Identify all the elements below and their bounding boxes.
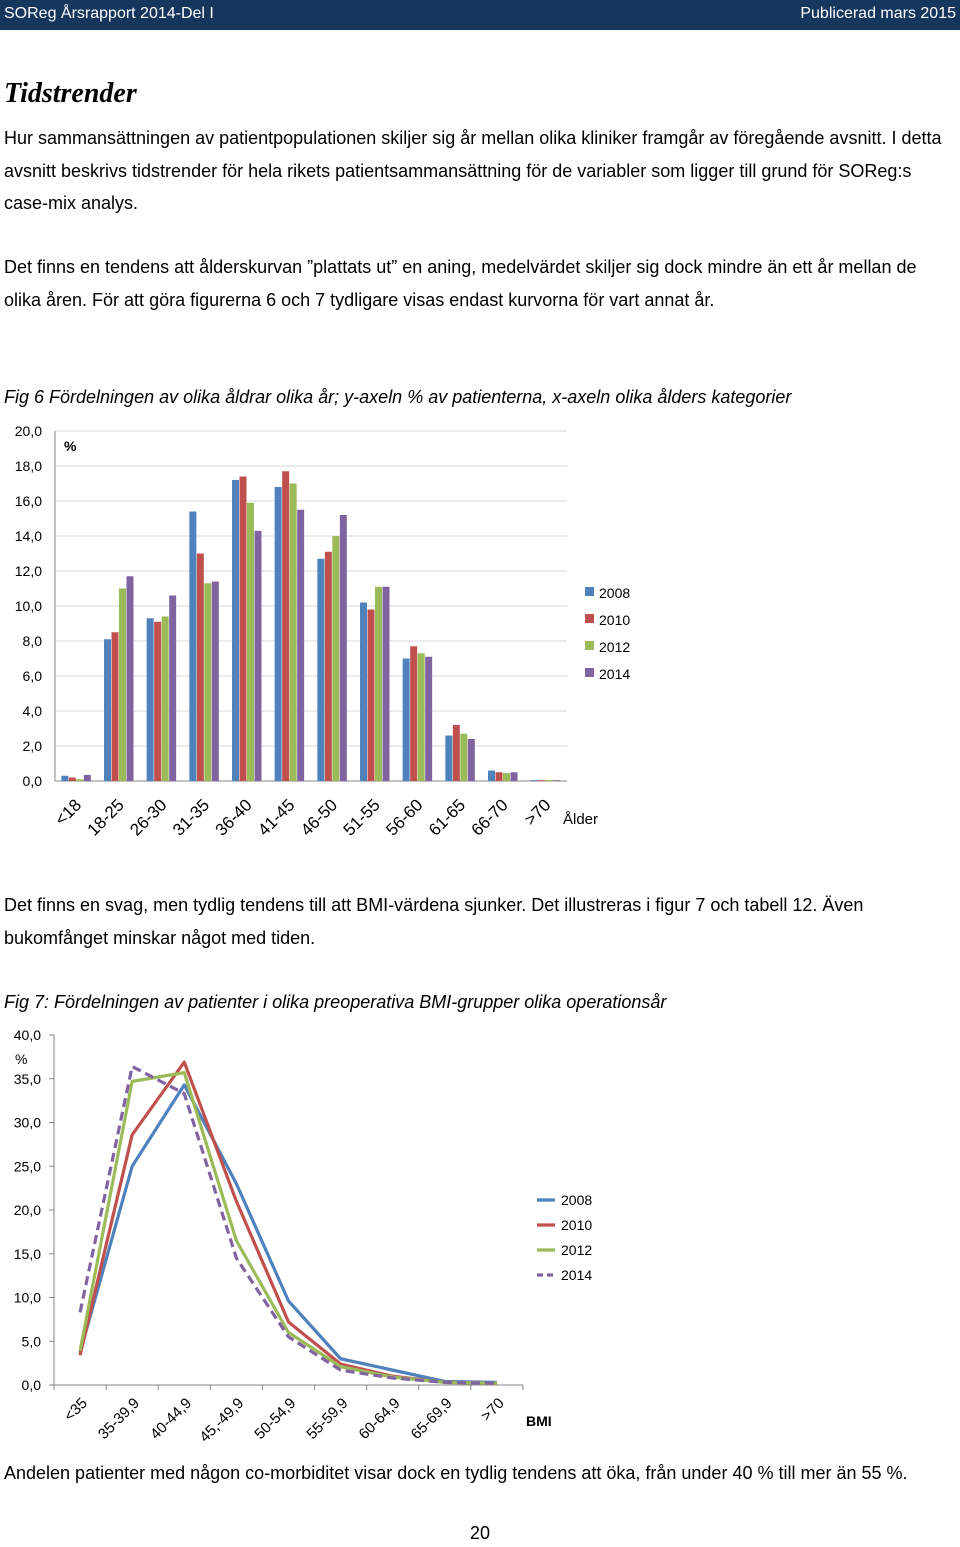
bar-2014-56-60	[425, 657, 432, 781]
page-header	[0, 0, 960, 30]
fig7-caption: Fig 7: Fördelningen av patienter i olika preoperativa BMI-grupper olika operationsår	[4, 992, 667, 1012]
age-trend-paragraph: Det finns en tendens att ålderskurvan ”plattats ut” en aning, medelvärdet skiljer sig dock mindre än ett år mellan de olika åren. För att göra figurerna 6 och 7 tydligare visas endast kurvorna för vart annat år.	[4, 257, 917, 310]
fig6-caption: Fig 6 Fördelningen av olika åldrar olika år; y-axeln % av patienterna, x-axeln olika ålders kategorier	[4, 387, 792, 407]
bar-2012-36-40	[247, 503, 254, 781]
legend-label: 2014	[561, 1267, 593, 1283]
bar-2014-66-70	[511, 772, 518, 781]
bar-2008-56-60	[403, 659, 410, 782]
bar-2008-<18	[61, 776, 68, 781]
x-tick-label: 61-65	[424, 795, 470, 840]
y-tick-label: 4,0	[22, 703, 42, 719]
bar-2012->70	[546, 780, 553, 781]
bar-2014-46-50	[340, 515, 347, 781]
y-tick-label: 8,0	[22, 633, 42, 649]
bar-2012-56-60	[418, 653, 425, 781]
header-report-title: SOReg Årsrapport 2014-Del I	[4, 5, 214, 22]
y-tick-label: 30,0	[13, 1114, 41, 1131]
bar-2008-41-45	[275, 487, 282, 781]
bar-2008-51-55	[360, 603, 367, 782]
y-tick-label: 16,0	[14, 493, 42, 509]
bar-2010-51-55	[368, 610, 375, 782]
y-tick-label: 18,0	[14, 458, 42, 474]
bar-2012-<18	[76, 779, 83, 781]
y-tick-label: 12,0	[14, 563, 42, 579]
legend-swatch-2012	[585, 641, 594, 650]
y-tick-label: 40,0	[13, 1027, 41, 1043]
bar-2014-26-30	[169, 596, 176, 782]
y-tick-label: 0,0	[22, 773, 42, 789]
bar-2010-36-40	[240, 477, 247, 782]
y-axis-unit: %	[15, 1051, 28, 1067]
y-tick-label: 10,0	[14, 598, 42, 614]
legend-label: 2008	[599, 585, 631, 601]
x-axis-title: Ålder	[563, 811, 599, 828]
legend-label: 2010	[561, 1217, 593, 1233]
legend-label: 2010	[599, 612, 631, 628]
x-tick-label: >70	[520, 795, 555, 830]
y-tick-label: 25,0	[13, 1158, 41, 1175]
bar-2012-51-55	[375, 587, 382, 781]
bar-2010-56-60	[410, 646, 417, 781]
x-tick-label: 40-44,9	[147, 1394, 196, 1443]
bar-2012-26-30	[162, 617, 169, 782]
bar-2012-61-65	[460, 734, 467, 781]
bar-2010-<18	[69, 778, 76, 782]
line-series-2014	[80, 1067, 497, 1384]
bar-2012-41-45	[290, 484, 297, 782]
x-tick-label: 51-55	[339, 795, 384, 840]
bar-2010-26-30	[154, 622, 161, 781]
y-tick-label: 0,0	[21, 1377, 41, 1393]
bar-2008-61-65	[445, 736, 452, 782]
bar-2008->70	[531, 780, 538, 781]
y-tick-label: 15,0	[13, 1245, 41, 1262]
fig6-age-bar-chart	[0, 420, 960, 865]
bar-2010-41-45	[282, 471, 289, 781]
bar-2008-26-30	[147, 618, 154, 781]
x-tick-label: <18	[51, 795, 86, 830]
x-tick-label: 50-54,9	[251, 1394, 300, 1443]
x-tick-label: 65-69,9	[407, 1394, 456, 1443]
x-tick-label: 26-30	[126, 795, 171, 840]
bar-2010-31-35	[197, 554, 204, 782]
y-tick-label: 20,0	[13, 1202, 41, 1218]
bar-2010-61-65	[453, 725, 460, 781]
bar-2010-46-50	[325, 552, 332, 781]
legend-swatch-2008	[585, 587, 594, 596]
x-tick-label: >70	[477, 1394, 508, 1425]
x-tick-label: 55-59,9	[303, 1394, 352, 1443]
x-tick-label: 41-45	[254, 795, 299, 840]
comorbidity-paragraph: Andelen patienter med någon co-morbiditet visar dock en tydlig tendens att öka, från under 40 % till mer än 55 %.	[4, 1463, 908, 1483]
legend-label: 2012	[599, 639, 631, 655]
bar-2010-66-70	[496, 772, 503, 781]
y-tick-label: 10,0	[13, 1289, 41, 1306]
legend-swatch-2010	[585, 614, 594, 623]
legend-swatch-2014	[585, 668, 594, 677]
x-tick-label: 60-64,9	[355, 1394, 404, 1443]
bar-2012-31-35	[204, 583, 211, 781]
bar-2014-51-55	[383, 587, 390, 781]
bmi-trend-paragraph: Det finns en svag, men tydlig tendens till att BMI-värdena sjunker. Det illustreras i figur 7 och tabell 12. Även bukomfånget minskar något med tiden.	[4, 895, 864, 948]
bar-2014->70	[553, 780, 560, 781]
bar-2010->70	[538, 780, 545, 781]
x-tick-label: 31-35	[168, 795, 214, 840]
y-tick-label: 5,0	[21, 1333, 41, 1350]
legend-label: 2014	[599, 666, 631, 682]
bar-2012-18-25	[119, 589, 126, 782]
bar-2014-36-40	[255, 531, 262, 781]
y-tick-label: 2,0	[22, 738, 42, 754]
bar-2014-31-35	[212, 582, 219, 782]
legend-label: 2008	[561, 1192, 593, 1208]
x-tick-label: 36-40	[211, 795, 256, 840]
y-axis-unit: %	[64, 438, 77, 454]
x-axis-title: BMI	[526, 1413, 552, 1429]
x-tick-label: 56-60	[382, 795, 427, 840]
y-tick-label: 20,0	[14, 423, 42, 439]
bar-2008-18-25	[104, 639, 111, 781]
section-title: Tidstrender	[4, 78, 137, 109]
bar-2012-66-70	[503, 773, 510, 781]
page-number: 20	[469, 1523, 491, 1543]
x-tick-label: <35	[60, 1394, 91, 1425]
fig7-bmi-line-chart	[0, 1022, 960, 1452]
y-tick-label: 6,0	[22, 668, 42, 684]
bar-2008-66-70	[488, 771, 495, 782]
bar-2008-31-35	[189, 512, 196, 782]
x-tick-label: 35-39,9	[95, 1394, 143, 1443]
x-tick-label: 46-50	[296, 795, 342, 840]
bar-2010-18-25	[112, 632, 119, 781]
x-tick-label: 66-70	[467, 795, 512, 840]
legend-label: 2012	[561, 1242, 593, 1258]
bar-2014-<18	[84, 775, 91, 781]
y-tick-label: 35,0	[13, 1070, 41, 1087]
bar-2014-18-25	[127, 576, 134, 781]
bar-2008-46-50	[317, 559, 324, 781]
header-published-date: Publicerad mars 2015	[800, 5, 956, 22]
bar-2008-36-40	[232, 480, 239, 781]
bar-2012-46-50	[332, 536, 339, 781]
intro-paragraph: Hur sammansättningen av patientpopulationen skiljer sig år mellan olika kliniker framgår av föregående avsnitt. I detta avsnitt beskrivs tidstrender för hela rikets patientsammansättning för de variabler som ligger till grund för SOReg:s case-mix analys.	[4, 128, 942, 213]
x-tick-label: 45,-49,9	[196, 1394, 248, 1446]
y-tick-label: 14,0	[14, 528, 42, 544]
x-tick-label: 18-25	[83, 795, 128, 840]
bar-2014-41-45	[297, 510, 304, 781]
bar-2014-61-65	[468, 739, 475, 781]
